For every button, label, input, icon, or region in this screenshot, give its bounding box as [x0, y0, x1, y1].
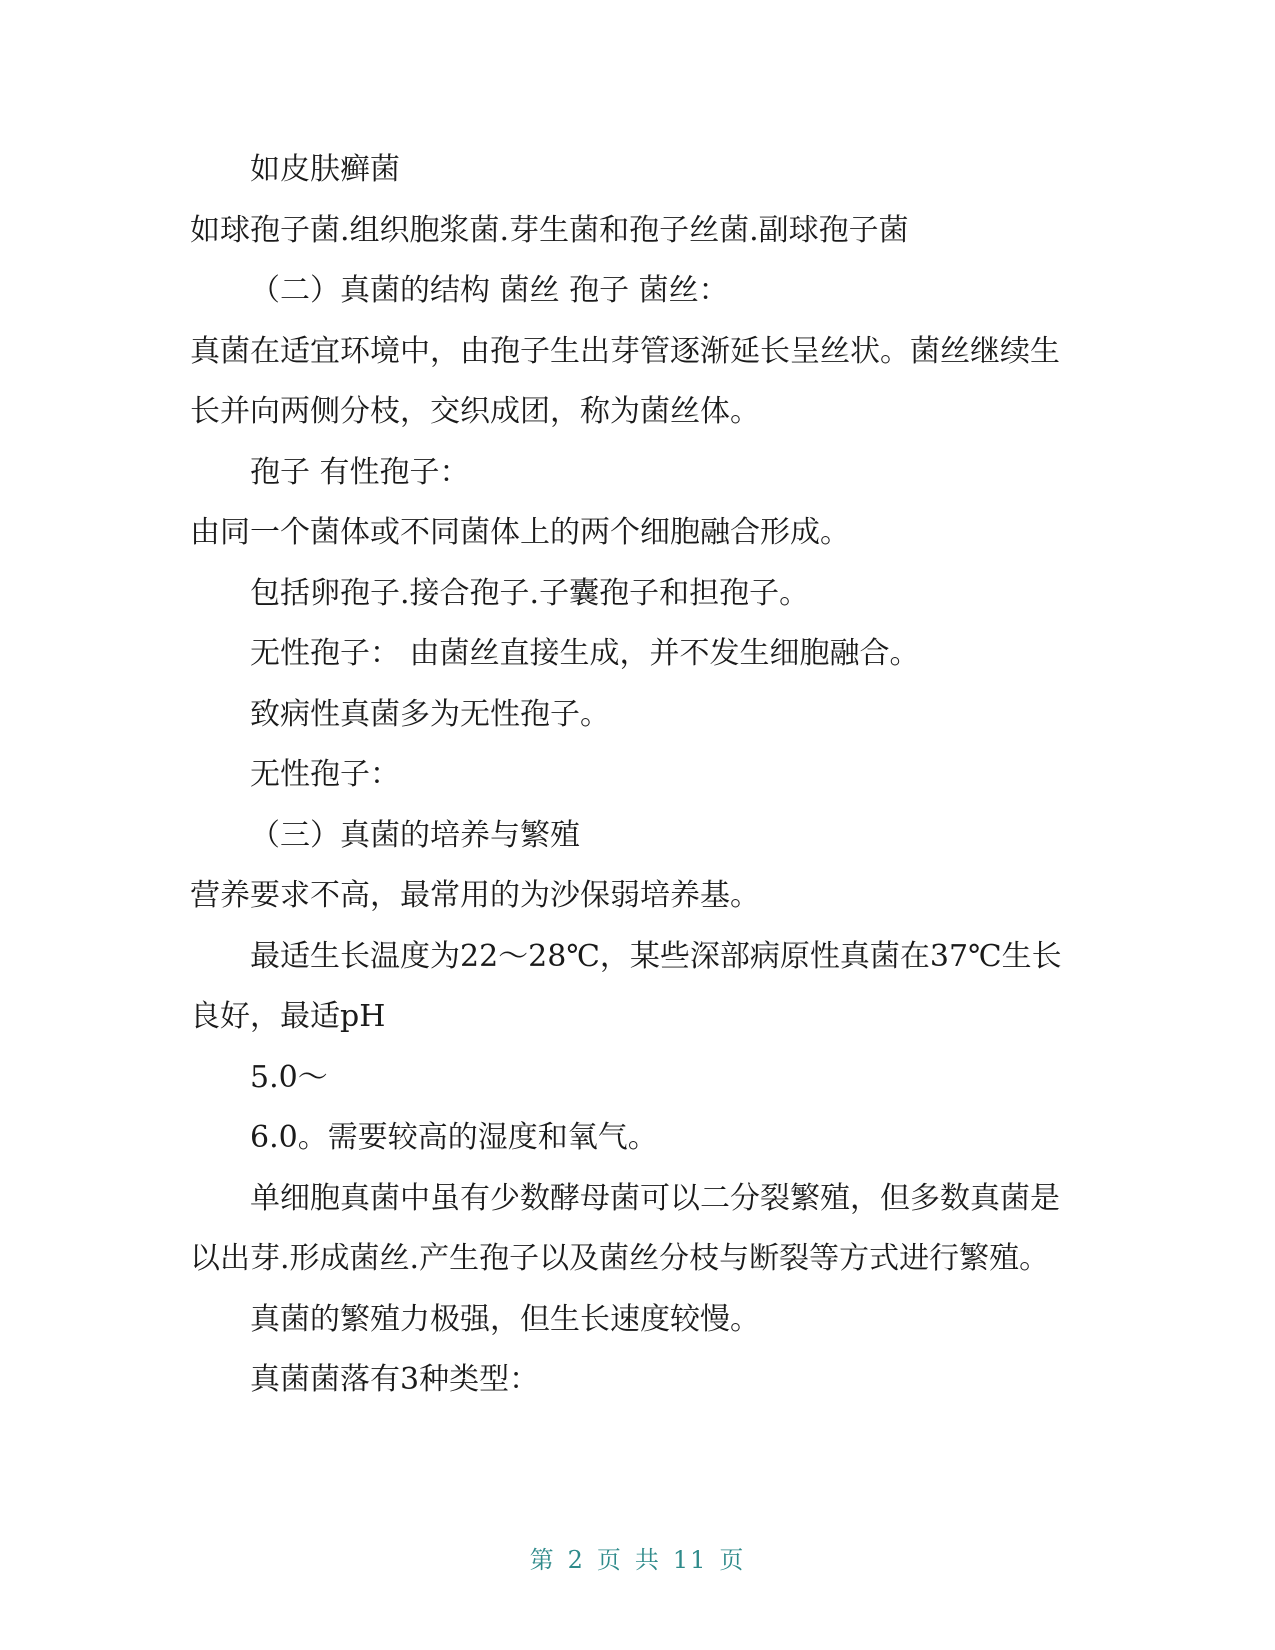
paragraph-5: 孢子 有性孢子： [250, 454, 470, 490]
document-body [190, 140, 1070, 1411]
paragraph-10: 无性孢子： [250, 757, 400, 792]
paragraph-16: 单细胞真菌中虽有少数酵母菌可以二分裂繁殖，但多数真菌是以出芽.形成菌丝.产生孢子以及菌丝分枝与断裂等方式进行繁殖。 [190, 1180, 1060, 1276]
paragraph-3: （二）真菌的结构 菌丝 孢子 菌丝： [250, 273, 729, 308]
paragraph-13: 最适生长温度为22～28℃，某些深部病原性真菌在37℃生长良好，最适pH [190, 938, 1062, 1034]
paragraph-15: 6.0。需要较高的湿度和氧气。 [250, 1120, 658, 1155]
paragraph-9: 致病性真菌多为无性孢子。 [250, 696, 610, 732]
paragraph-4: 真菌在适宜环境中，由孢子生出芽管逐渐延长呈丝状。菌丝继续生长并向两侧分枝，交织成团，称为菌丝体。 [190, 333, 1060, 429]
paragraph-2: 如球孢子菌.组织胞浆菌.芽生菌和孢子丝菌.副球孢子菌 [190, 212, 909, 248]
paragraph-12: 营养要求不高，最常用的为沙保弱培养基。 [190, 878, 760, 913]
footer-prefix: 第 [529, 1546, 556, 1574]
footer-page-word: 页 [596, 1546, 623, 1574]
footer-suffix: 页 [719, 1546, 746, 1574]
paragraph-7: 包括卵孢子.接合孢子.子囊孢子和担孢子。 [250, 575, 810, 611]
paragraph-17: 真菌的繁殖力极强，但生长速度较慢。 [250, 1301, 760, 1337]
footer-page-number: 2 [567, 1546, 585, 1574]
paragraph-1: 如皮肤癣菌 [250, 152, 400, 187]
paragraph-18: 真菌菌落有3种类型： [250, 1362, 540, 1397]
paragraph-11: （三）真菌的培养与繁殖 [250, 817, 580, 853]
footer-total-pages: 11 [672, 1546, 708, 1574]
page-footer [0, 1540, 1275, 1575]
paragraph-14: 5.0～ [250, 1059, 328, 1095]
paragraph-8: 无性孢子： 由菌丝直接生成，并不发生细胞融合。 [250, 636, 920, 671]
footer-total-word: 共 [634, 1546, 661, 1574]
paragraph-6: 由同一个菌体或不同菌体上的两个细胞融合形成。 [190, 515, 850, 550]
